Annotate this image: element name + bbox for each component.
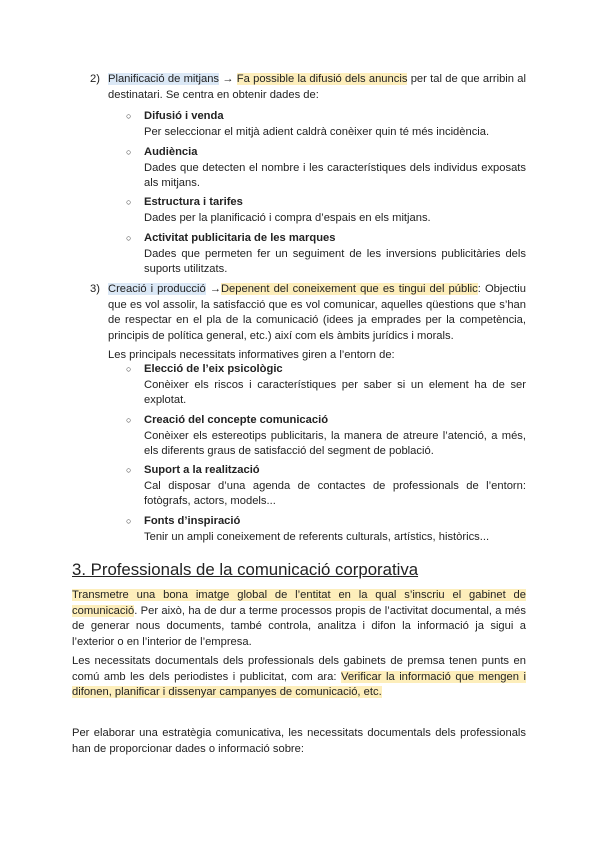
paragraph: [72, 588, 526, 650]
paragraph-highlight: Verificar la informació que mengen i difonen, planificar i dissenyar campanyes de comunicació, etc.: [72, 670, 526, 699]
definition-highlight: Depenent del coneixement que es tingui del públic: [220, 283, 478, 295]
sub-item-title: Elecció de l’eix psicològic: [144, 363, 283, 375]
arrow: →: [205, 283, 221, 295]
sub-item-title: Estructura i tarifes: [144, 196, 243, 208]
list-item-body: [108, 282, 526, 344]
sub-item-text: Conèixer els estereotips publicitaris, la manera de atreure l’atenció, a més, els diferents graus de satisfacció del segment de població.: [144, 429, 526, 458]
bullet-circle-icon: ○: [126, 233, 132, 243]
sub-item-title: Suport a la realització: [144, 464, 260, 476]
sub-item: [126, 195, 526, 226]
bullet-circle-icon: ○: [126, 516, 132, 526]
list-intro-text: Les principals necessitats informatives giren a l’entorn de:: [108, 349, 395, 361]
sub-item-title: Difusió i venda: [144, 110, 224, 122]
list-item-text: per tal de que arribin al destinatari. Se centra en obtenir dades de:: [108, 73, 526, 101]
bullet-circle-icon: ○: [126, 197, 132, 207]
bullet-circle-icon: ○: [126, 415, 132, 425]
sub-item: [126, 145, 526, 192]
definition-highlight: Fa possible la difusió dels anuncis: [236, 73, 408, 85]
section-heading: 3. Professionals de la comunicació corporativa: [72, 560, 419, 579]
sub-item: [126, 514, 526, 545]
bullet-circle-icon: ○: [126, 111, 132, 121]
list-item-text: : Objectiu que es vol assolir, la satisfacció que es vol comunicar, aquelles qüestions que s’han de respectar en el pla de la comunicació (idees ja emprades per la competència, principis de política general, etc.) així com els àmbits jurídics i morals.: [108, 283, 526, 342]
sub-item: [126, 463, 526, 510]
paragraph: Per elaborar una estratègia comunicativa, les necessitats documentals dels professionals han de proporcionar dades o informació sobre:: [72, 727, 526, 755]
term-highlight: Creació i producció: [108, 283, 206, 295]
sub-item: [126, 231, 526, 278]
paragraph-highlight: Transmetre una bona imatge global de l’entitat en la qual s’inscriu el gabinet de comunicació: [72, 589, 526, 617]
sub-item-title: Fonts d’inspiració: [144, 515, 241, 527]
bullet-circle-icon: ○: [126, 147, 132, 157]
list-number: 2): [90, 73, 100, 85]
sub-item-title: Creació del concepte comunicació: [144, 414, 329, 426]
sub-item-title: Activitat publicitaria de les marques: [144, 232, 336, 244]
sub-item: [126, 109, 526, 140]
term-highlight: Planificació de mitjans: [108, 73, 220, 85]
sub-item-title: Audiència: [144, 146, 198, 158]
sub-item-text: Dades per la planificació i compra d’espais en els mitjans.: [144, 211, 431, 224]
paragraph-text: . Per això, ha de dur a terme processos propis de l’activitat documental, a més de generar nous documents, també controla, analitza i difon la informació ja sigui a l’exterior o en l’interior de l’empresa.: [72, 604, 526, 648]
list-number: 3): [90, 283, 100, 295]
arrow: →: [219, 73, 237, 85]
paragraph-text: Les necessitats documentals dels professionals dels gabinets de premsa tenen punts en comú amb les dels periodistes i publicitat, com ara:: [72, 655, 526, 683]
bullet-circle-icon: ○: [126, 364, 132, 374]
sub-item-text: Tenir un ampli coneixement de referents culturals, artístics, històrics...: [144, 530, 490, 543]
sub-item: [126, 413, 526, 460]
bullet-circle-icon: ○: [126, 465, 132, 475]
list-item-body: [108, 72, 526, 103]
sub-item: [126, 362, 526, 409]
sub-item-text: Per seleccionar el mitjà adient caldrà conèixer quin té més incidència.: [144, 125, 490, 138]
sub-item-text: Conèixer els riscos i característiques per saber si un element ha de ser explotat.: [144, 378, 526, 407]
list-item-creacio: [90, 282, 526, 344]
list-item-planificacio: [90, 72, 526, 103]
sub-item-text: Cal disposar d’una agenda de contactes de professionals de l’entorn: fotògrafs, actors, models...: [144, 479, 526, 508]
paragraph: [72, 654, 526, 701]
sub-item-text: Dades que permeten fer un seguiment de les inversions publicitàries dels suports utilitzats.: [144, 247, 526, 276]
sub-item-text: Dades que detecten el nombre i les característiques dels individus exposats als mitjans.: [144, 161, 526, 190]
